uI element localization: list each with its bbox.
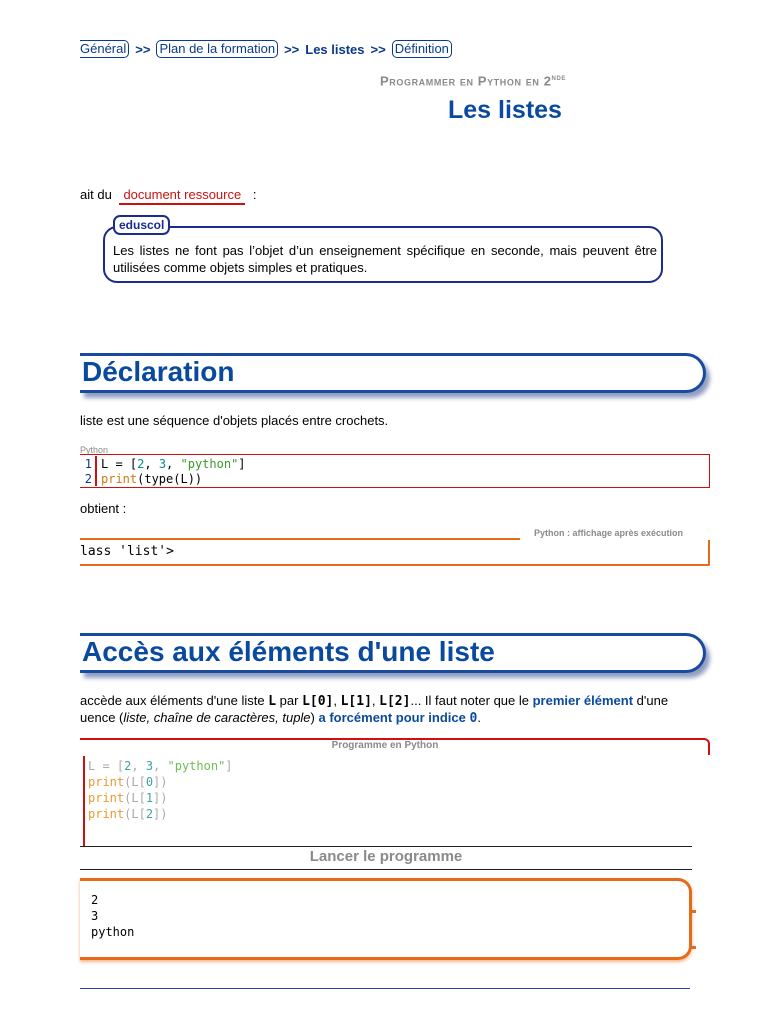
course-title-sup: nde — [551, 72, 566, 82]
acces-text-line-1: accède aux éléments d'une liste L par L[0], L[1], L[2]... Il faut noter que le premier élément d'une — [80, 693, 669, 709]
breadcrumb-separator: >> — [284, 41, 300, 57]
output-line-3: python — [91, 925, 135, 939]
program-line-3[interactable]: print(L[1]) — [88, 791, 168, 805]
program-line-2[interactable]: print(L[0]) — [88, 775, 168, 789]
code-gutter — [95, 456, 97, 486]
document-ressource-link[interactable]: document ressource — [119, 187, 245, 205]
result-output: lass 'list'> — [80, 544, 174, 559]
section-title-acces: Accès aux éléments d'une liste — [82, 636, 495, 667]
line-number: 1 — [84, 457, 92, 471]
program-line-4[interactable]: print(L[2]) — [88, 807, 168, 821]
breadcrumb-separator: >> — [135, 41, 151, 57]
code-line-1: L = [2, 3, "python"] — [101, 457, 246, 471]
line-number: 2 — [84, 472, 92, 486]
result-caption: Python : affichage après exécution — [534, 528, 684, 538]
run-program-button[interactable]: Lancer le programme — [80, 846, 692, 870]
code-line-2: print(type(L)) — [101, 472, 203, 486]
breadcrumb-link-general[interactable]: Général — [80, 40, 129, 58]
eduscol-label: eduscol — [113, 215, 170, 235]
program-line-1[interactable]: L = [2, 3, "python"] — [88, 759, 233, 773]
output-line-1: 2 — [91, 893, 99, 907]
course-title: Programmer en Python en 2nde — [380, 72, 566, 89]
output-box-tick — [690, 910, 696, 913]
breadcrumb-current: Les listes — [305, 41, 365, 57]
output-line-2: 3 — [91, 909, 99, 923]
breadcrumb-link-plan[interactable]: Plan de la formation — [156, 40, 278, 58]
breadcrumb-separator: >> — [370, 41, 386, 57]
acces-text-line-2: uence (liste, chaîne de caractères, tuple) a forcément pour indice 0. — [80, 710, 481, 726]
eduscol-text: Les listes ne font pas l’objet d’un enseignement spécifique en seconde, mais peuvent être utilisées comme objets simples et pratiques. — [113, 243, 657, 275]
output-box-tick — [690, 946, 696, 949]
code-caption: Python — [80, 445, 109, 455]
breadcrumb — [80, 40, 452, 58]
declaration-text: liste est une séquence d'objets placés entre crochets. — [80, 413, 389, 428]
divider — [80, 988, 690, 989]
program-caption: Programme en Python — [331, 740, 439, 751]
intro-prefix: ait du — [80, 187, 112, 202]
intro-line — [80, 187, 256, 202]
page-title: Les listes — [448, 96, 562, 124]
program-output-box — [80, 878, 692, 960]
breadcrumb-link-definition[interactable]: Définition — [392, 40, 452, 58]
obtient-text: obtient : — [80, 501, 127, 516]
section-title-declaration: Déclaration — [82, 356, 235, 387]
program-gutter — [83, 756, 85, 846]
intro-suffix: : — [252, 187, 257, 202]
